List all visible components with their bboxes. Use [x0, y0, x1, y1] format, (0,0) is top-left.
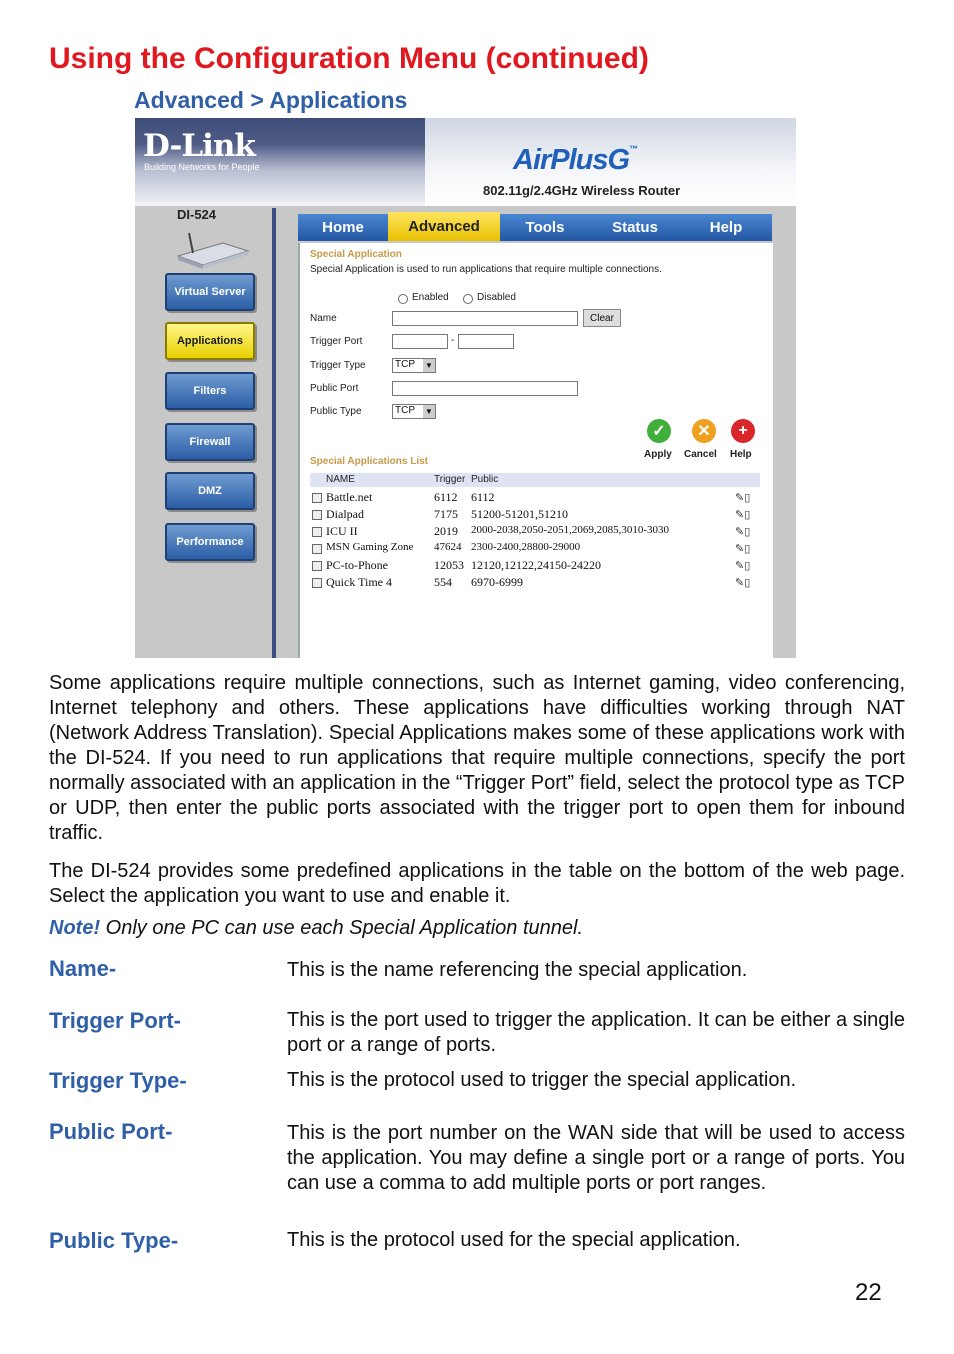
definition-trigger-port: This is the port used to trigger the application. It can be either a single port or a range of ports.: [287, 1009, 905, 1056]
term-name: Name-: [49, 956, 117, 981]
row-public: 2300-2400,28800-29000: [471, 541, 581, 553]
term-trigger-type: Trigger Type-: [49, 1068, 187, 1093]
tab-home[interactable]: Home: [298, 214, 388, 241]
row-trigger: 7175: [434, 507, 458, 521]
special-applications-list-title: Special Applications List: [310, 456, 428, 467]
predefined-paragraph: The DI-524 provides some predefined applications in the table on the bottom of the web page. Select the application you want to use and enable it.: [49, 860, 905, 907]
enabled-label: Enabled: [412, 292, 449, 303]
side-button-performance[interactable]: Performance: [165, 523, 255, 561]
public-port-input[interactable]: [392, 381, 578, 396]
note-text: Only one PC can use each Special Application tunnel.: [100, 917, 583, 939]
edit-icon[interactable]: ✎▯: [735, 492, 751, 504]
list-header-public: Public: [471, 474, 499, 485]
side-button-firewall[interactable]: Firewall: [165, 423, 255, 461]
clear-button[interactable]: Clear: [583, 309, 621, 327]
router-description: 802.11g/2.4GHz Wireless Router: [483, 183, 681, 198]
public-type-select[interactable]: [392, 404, 436, 419]
row-public: 51200-51201,51210: [471, 507, 568, 521]
trigger-type-select[interactable]: [392, 358, 436, 373]
logo-tagline: Building Networks for People: [144, 162, 260, 172]
router-icon: [173, 231, 253, 271]
list-item: [310, 524, 760, 541]
router-screenshot: [135, 118, 796, 658]
special-application-title: Special Application: [310, 249, 402, 260]
tab-tools[interactable]: Tools: [500, 214, 590, 241]
edit-icon[interactable]: ✎▯: [735, 577, 751, 589]
row-checkbox[interactable]: [312, 527, 322, 537]
section-subtitle: Advanced > Applications: [134, 87, 408, 113]
top-tabs: [298, 214, 772, 241]
side-button-dmz[interactable]: DMZ: [165, 472, 255, 510]
list-item: [310, 575, 760, 592]
enabled-radio[interactable]: [398, 294, 408, 304]
edit-icon[interactable]: ✎▯: [735, 560, 751, 572]
term-public-port: Public Port-: [49, 1119, 173, 1144]
intro-paragraph: Some applications require multiple connections, such as Internet gaming, video conferencing, Internet telephony and others. These applications have difficulties working through NAT (Network Address Translation). Special Applications makes some of these applications work with the DI-524. If you need to run applications that require multiple connections, specify the port normally associated with an application in the “Trigger Port” field, select the protocol type as TCP or UDP, then enter the public ports associated with the trigger port to open them for inbound traffic.: [49, 672, 905, 844]
definition-name: This is the name referencing the special application.: [287, 959, 748, 981]
row-checkbox[interactable]: [312, 510, 322, 520]
side-button-filters[interactable]: Filters: [165, 372, 255, 410]
row-name: MSN Gaming Zone: [326, 541, 414, 553]
help-plus-icon[interactable]: +: [731, 419, 755, 443]
side-button-virtual-server[interactable]: Virtual Server: [165, 273, 255, 311]
note: [49, 917, 583, 940]
trigger-type-label: Trigger Type: [310, 360, 366, 371]
model-label: DI-524: [177, 207, 217, 222]
page-title: Using the Configuration Menu (continued): [49, 42, 649, 75]
side-divider: [272, 208, 276, 658]
row-public: 2000-2038,2050-2051,2069,2085,3010-3030: [471, 524, 669, 536]
chevron-down-icon: ▼: [423, 359, 435, 372]
apply-label: Apply: [644, 449, 672, 460]
trigger-port-end-input[interactable]: [458, 334, 514, 349]
definition-public-port: This is the port number on the WAN side that will be used to access the application. You may define a single port or a range of ports. You can use a comma to add multiple ports or port ranges.: [287, 1122, 905, 1194]
row-name: Dialpad: [326, 507, 364, 521]
term-trigger-port: Trigger Port-: [49, 1008, 182, 1033]
cancel-label: Cancel: [684, 449, 717, 460]
public-port-label: Public Port: [310, 383, 359, 394]
page-number: 22: [855, 1279, 882, 1306]
name-label: Name: [310, 313, 337, 324]
list-header-trigger: Trigger: [434, 474, 466, 485]
row-trigger: 6112: [434, 490, 458, 504]
row-checkbox[interactable]: [312, 544, 322, 554]
list-header-name: NAME: [326, 474, 355, 485]
name-input[interactable]: [392, 311, 578, 326]
tab-help[interactable]: Help: [680, 214, 772, 241]
row-public: 6970-6999: [471, 575, 523, 589]
content-panel: [298, 243, 773, 658]
row-trigger: 2019: [434, 524, 458, 538]
note-label: Note!: [49, 917, 101, 939]
side-button-applications[interactable]: Applications: [165, 322, 255, 360]
row-trigger: 554: [434, 575, 452, 589]
edit-icon[interactable]: ✎▯: [735, 543, 751, 555]
cancel-x-icon[interactable]: ✕: [692, 419, 716, 443]
apply-check-icon[interactable]: ✓: [647, 419, 671, 443]
definition-trigger-type: This is the protocol used to trigger the special application.: [287, 1069, 797, 1091]
tab-advanced[interactable]: Advanced: [388, 212, 500, 241]
row-public: 6112: [471, 490, 495, 504]
list-item: [310, 541, 760, 558]
list-header: [310, 473, 760, 487]
row-trigger: 47624: [434, 541, 462, 553]
public-type-label: Public Type: [310, 406, 362, 417]
list-item: [310, 558, 760, 575]
airplus-logo-text: AirPlusG: [513, 144, 630, 176]
row-checkbox[interactable]: [312, 493, 322, 503]
row-checkbox[interactable]: [312, 561, 322, 571]
list-item: [310, 507, 760, 524]
row-name: Quick Time 4: [326, 575, 393, 589]
row-name: PC-to-Phone: [326, 558, 389, 572]
row-public: 12120,12122,24150-24220: [471, 558, 601, 572]
row-checkbox[interactable]: [312, 578, 322, 588]
term-public-type: Public Type-: [49, 1228, 179, 1253]
disabled-label: Disabled: [477, 292, 516, 303]
airplus-logo: [513, 144, 637, 177]
row-name: ICU II: [326, 524, 358, 538]
edit-icon[interactable]: ✎▯: [735, 509, 751, 521]
tab-status[interactable]: Status: [590, 214, 680, 241]
help-label: Help: [730, 449, 752, 460]
chevron-down-icon: ▼: [423, 405, 435, 418]
row-name: Battle.net: [326, 490, 373, 504]
public-type-value: TCP: [395, 405, 415, 416]
trigger-port-start-input[interactable]: [392, 334, 448, 349]
dlink-logo: D-Link: [143, 128, 255, 164]
edit-icon[interactable]: ✎▯: [735, 526, 751, 538]
special-application-desc: Special Application is used to run applications that require multiple connections.: [310, 264, 662, 275]
disabled-radio[interactable]: [463, 294, 473, 304]
list-item: [310, 490, 760, 507]
trigger-type-value: TCP: [395, 359, 415, 370]
trigger-port-label: Trigger Port: [310, 336, 363, 347]
definition-public-type: This is the protocol used for the special application.: [287, 1229, 741, 1251]
port-range-dash: -: [451, 335, 455, 346]
airplus-tm: ™: [629, 144, 638, 154]
row-trigger: 12053: [434, 558, 464, 572]
